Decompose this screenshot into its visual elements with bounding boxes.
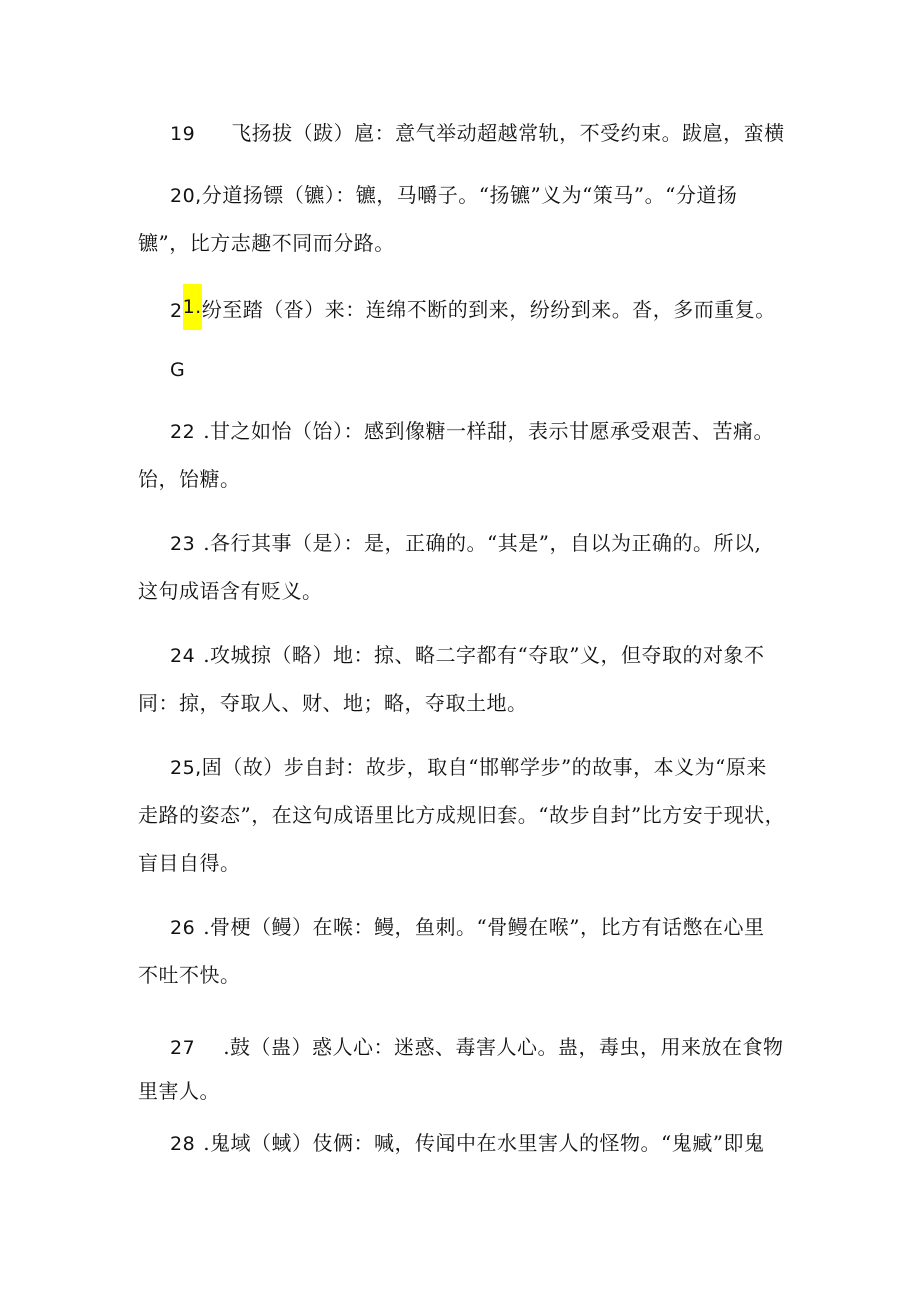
entry-27-line-1 xyxy=(170,1032,784,1063)
entry-25-line-2: 走路的姿态”，在这句成语里比方成规旧套。“故步自封”比方安于现状， xyxy=(138,803,786,827)
entry-26-line-2: 不吐不快。 xyxy=(138,963,241,987)
entry-23-line-2: 这句成语含有贬义。 xyxy=(138,579,323,603)
entry-19-text: 飞扬拔（跋）扈：意气举动超越常轨，不受约束。跋扈，蛮横 xyxy=(231,121,785,145)
entry-21-line-1 xyxy=(170,292,776,330)
entry-24-text: .攻城掠（略）地：掠、略二字都有“夺取”义，但夺取的对象不 xyxy=(203,643,765,667)
entry-23-text: .各行其事（是）：是，正确的。“其是”，自以为正确的。所以, xyxy=(203,531,762,555)
section-letter: G xyxy=(170,359,186,381)
entry-28-text: .鬼域（蜮）伎俩：喊，传闻中在水里害人的怪物。“鬼臧”即鬼 xyxy=(203,1131,765,1155)
entry-19-line-1 xyxy=(170,118,785,149)
entry-23-line-1 xyxy=(170,528,761,559)
entry-21-text: 纷至踏（沓）来：连绵不断的到来，纷纷到来。沓，多而重复。 xyxy=(201,297,776,322)
entry-28-line-1 xyxy=(170,1128,765,1159)
entry-20-line-2: 镳”，比方志趣不同而分路。 xyxy=(138,231,395,255)
entry-28-number: 28 xyxy=(170,1133,196,1155)
entry-19-number: 19 xyxy=(170,123,196,145)
entry-27-text: .鼓（蛊）惑人心：迷惑、毒害人心。蛊，毒虫，用来放在食物 xyxy=(223,1035,784,1059)
entry-20-line-1 xyxy=(170,180,737,211)
entry-20-text: 分道扬镖（镳）：镳，马嚼子。“扬镳”义为“策马”。“分道扬 xyxy=(201,183,738,207)
entry-25-text: 固（故）步自封：故步，取自“邯郸学步”的故事，本义为“原来 xyxy=(201,755,767,779)
entry-26-text: .骨梗（鳗）在喉：鳗，鱼刺。“骨鳗在喉”，比方有话憋在心里 xyxy=(203,915,765,939)
entry-22-line-1 xyxy=(170,416,774,447)
section-letter-g xyxy=(170,354,185,385)
entry-25-line-3: 盲目自得。 xyxy=(138,851,241,875)
entry-22-text: .甘之如怡（饴）：感到像糖一样甜，表示甘愿承受艰苦、苦痛。 xyxy=(203,419,775,443)
entry-21-number-highlight: 1. xyxy=(183,284,202,330)
entry-27-number: 27 xyxy=(170,1037,196,1059)
entry-24-line-2: 同：掠，夺取人、财、地；略，夺取土地。 xyxy=(138,691,528,715)
entry-26-number: 26 xyxy=(170,917,196,939)
entry-24-line-1 xyxy=(170,640,765,671)
entry-25-number: 25, xyxy=(170,757,202,779)
entry-22-number: 22 xyxy=(170,421,196,443)
entry-21-number-prefix: 2 xyxy=(170,299,183,322)
entry-20-number: 20, xyxy=(170,185,202,207)
entry-22-line-2: 饴，饴糖。 xyxy=(138,467,241,491)
entry-27-line-2: 里害人。 xyxy=(138,1079,220,1103)
entry-25-line-1 xyxy=(170,752,767,783)
entry-23-number: 23 xyxy=(170,533,196,555)
entry-24-number: 24 xyxy=(170,645,196,667)
entry-26-line-1 xyxy=(170,912,765,943)
